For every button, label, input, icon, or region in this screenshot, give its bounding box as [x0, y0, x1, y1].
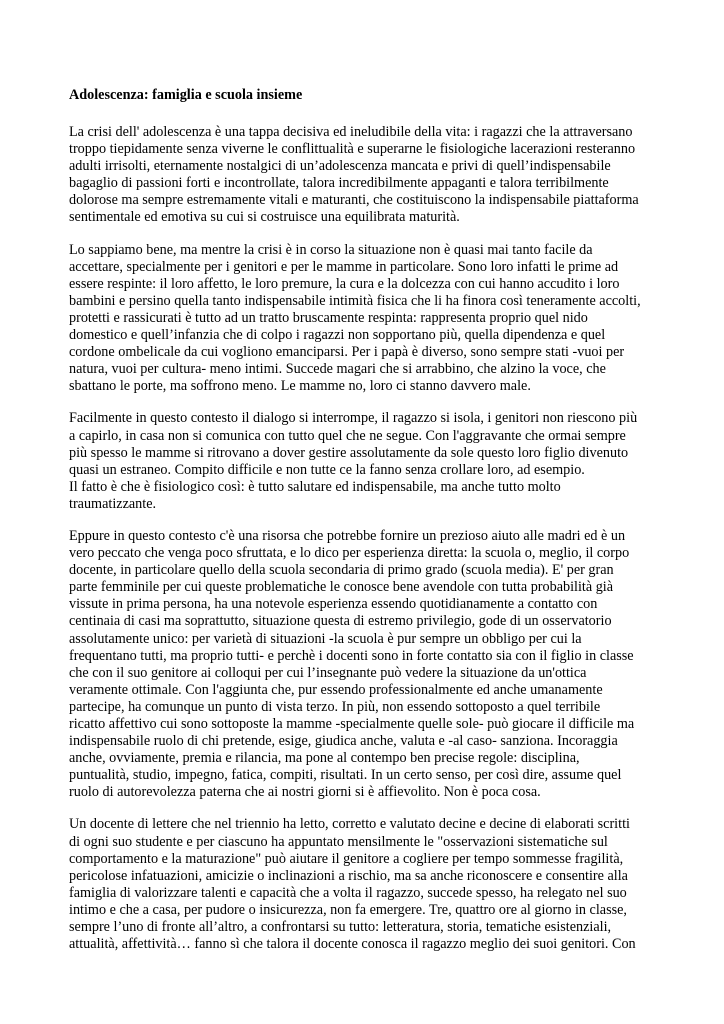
text-line: essere respinte: il loro affetto, le loro premure, la cura e la dolcezza con cui hanno accudito i loro	[69, 275, 620, 292]
text-line: bagaglio di passioni forti e incontrollate, talora incredibilmente appaganti e talora terribilmente	[69, 175, 609, 192]
text-line: vero peccato che venga poco sfruttata, e lo dico per esperienza diretta: la scuola o, meglio, il corpo	[69, 545, 630, 562]
text-line: attualità, affettività… fanno sì che talora il docente conosca il ragazzo meglio dei suoi genitori. Con	[69, 936, 636, 953]
text-line: di ogni suo studente e per ciascuno ha appuntato mensilmente le "osservazioni sistematiche sul	[69, 833, 608, 850]
text-line: pericolose infatuazioni, amicizie o inclinazioni a rischio, ma sa anche riconoscere e consentire alla	[69, 867, 628, 884]
text-line: famiglia di valorizzare talenti e capacità che a volta il ragazzo, succede spesso, ha relegato nel suo	[69, 884, 627, 901]
text-line: quasi un estraneo. Compito difficile e non tutte ce la fanno senza crollare loro, ad esempio.	[69, 461, 585, 478]
paragraph	[69, 124, 657, 227]
text-line: intimo e che a casa, per pudore o insicurezza, non fa emergere. Tre, quattro ore al giorno in classe,	[69, 901, 627, 918]
text-line: parte femminile per cui queste problematiche le conosce bene avendole con tutta probabilità già	[69, 579, 614, 596]
text-line: cordone ombelicale da cui vogliono emanciparsi. Per i papà è diverso, sono sempre stati -vuoi per	[69, 344, 625, 361]
text-line: sbattano le porte, ma soffrono meno. Le mamme no, loro ci stanno davvero male.	[69, 378, 531, 395]
paragraph	[69, 410, 657, 513]
text-line: Eppure in questo contesto c'è una risorsa che potrebbe fornire un prezioso aiuto alle madri ed è un	[69, 527, 626, 544]
text-line: ricatto affettivo cui sono sottoposte la mamme -specialmente quelle sole- può giocare il difficile ma	[69, 716, 635, 732]
paragraph	[69, 816, 657, 953]
text-line: Facilmente in questo contesto il dialogo si interrompe, il ragazzo si isola, i genitori non riescono più	[69, 410, 638, 427]
text-line: traumatizzante.	[69, 495, 157, 512]
text-line: protetti e rassicurati è tutto ad un tratto bruscamente respinta: rappresenta proprio quel nido	[69, 309, 588, 326]
text-line: Il fatto è che è fisiologico così: è tutto salutare ed indispensabile, ma anche tutto molto	[69, 478, 561, 495]
text-line: ruolo di autorevolezza paterna che ai nostri giorni si è affievolito. Non è poca cosa.	[69, 784, 541, 801]
document-page	[69, 86, 657, 968]
text-line: partecipe, ha comunque un punto di vista terzo. In più, non essendo sottoposto a quel terribile	[69, 698, 601, 715]
text-line: vissute in prima persona, ha una notevole esperienza essendo quotidianamente a contatto con	[69, 596, 598, 613]
paragraph	[69, 528, 657, 802]
text-line: Un docente di lettere che nel triennio ha letto, corretto e valutato decine e decine di elaborati scritti	[69, 816, 630, 833]
text-line: centinaia di casi ma soprattutto, situazione questa di estremo privilegio, gode di un osservatorio	[69, 613, 612, 630]
text-line: adulti irrisolti, eternamente nostalgici di un’adolescenza mancata e privi di quell’indispensabile	[69, 158, 611, 175]
text-line: troppo tiepidamente senza viverne le conflittualità e superarne le fisiologiche lacerazioni resteranno	[69, 141, 636, 158]
text-line: bambini e persino quella tanto indispensabile intimità fisica che li ha finora così teneramente accolti,	[69, 292, 641, 309]
paragraph	[69, 242, 657, 396]
text-line: natura, vuoi per cultura- meno intimi. Succede magari che si arrabbino, che alzino la voce, che	[69, 361, 606, 378]
text-line: docente, in particolare quello della scuola secondaria di primo grado (scuola media). E' per gran	[69, 562, 614, 579]
text-line: frequentano tutti, ma proprio tutti- e perchè i docenti sono in forte contatto sia con il figlio in classe	[69, 647, 634, 664]
text-line: che con il suo genitore ai colloqui per cui l’insegnante può vedere la situazione da un'ottica	[69, 664, 587, 681]
document-body	[69, 124, 657, 953]
text-line: assolutamente unico: per varietà di situazioni -la scuola è pur sempre un obbligo per cui la	[69, 630, 582, 647]
text-line: più spesso le mamme si ritrovano a dover gestire assolutamente da sole questo loro figlio divenuto	[69, 444, 629, 461]
text-line: indispensabile ruolo di chi pretende, esige, giudica anche, valuta e -al caso- sanziona. Incoraggia	[69, 733, 618, 750]
text-line: Lo sappiamo bene, ma mentre la crisi è in corso la situazione non è quasi mai tanto facile da	[69, 241, 593, 258]
text-line: dolorose ma sempre estremamente vitali e maturanti, che costituiscono la indispensabile piattaforma	[69, 192, 639, 209]
text-line: accettare, specialmente per i genitori e per le mamme in particolare. Sono loro infatti le prime ad	[69, 258, 619, 275]
text-line: a capirlo, in casa non si comunica con tutto quel che ne segue. Con l'aggravante che ormai sempre	[69, 427, 626, 444]
text-line: puntualità, studio, impegno, fatica, compiti, risultati. In un certo senso, per così dire, assume quel	[69, 767, 622, 784]
text-line: sempre l’uno di fronte all’altro, a confrontarsi su tutto: letteratura, storia, tematiche esistenziali,	[69, 919, 612, 936]
text-line: anche, ovviamente, premia e rilancia, ma pone al contempo ben precise regole: disciplina,	[69, 750, 580, 767]
text-line: La crisi dell' adolescenza è una tappa decisiva ed ineludibile della vita: i ragazzi che la attraversano	[69, 124, 633, 140]
text-line: sentimentale ed emotiva su cui si costruisce una equilibrata maturità.	[69, 209, 460, 226]
text-line: veramente ottimale. Con l'aggiunta che, pur essendo professionalmente ed anche umanamente	[69, 681, 603, 698]
text-line: domestico e quell’infanzia che di colpo i ragazzi non sopportano più, quella dipendenza e quel	[69, 327, 606, 344]
text-line: comportamento e la maturazione" può aiutare il genitore a cogliere per tempo sommesse fragilità,	[69, 850, 624, 867]
document-title: Adolescenza: famiglia e scuola insieme	[69, 87, 303, 103]
